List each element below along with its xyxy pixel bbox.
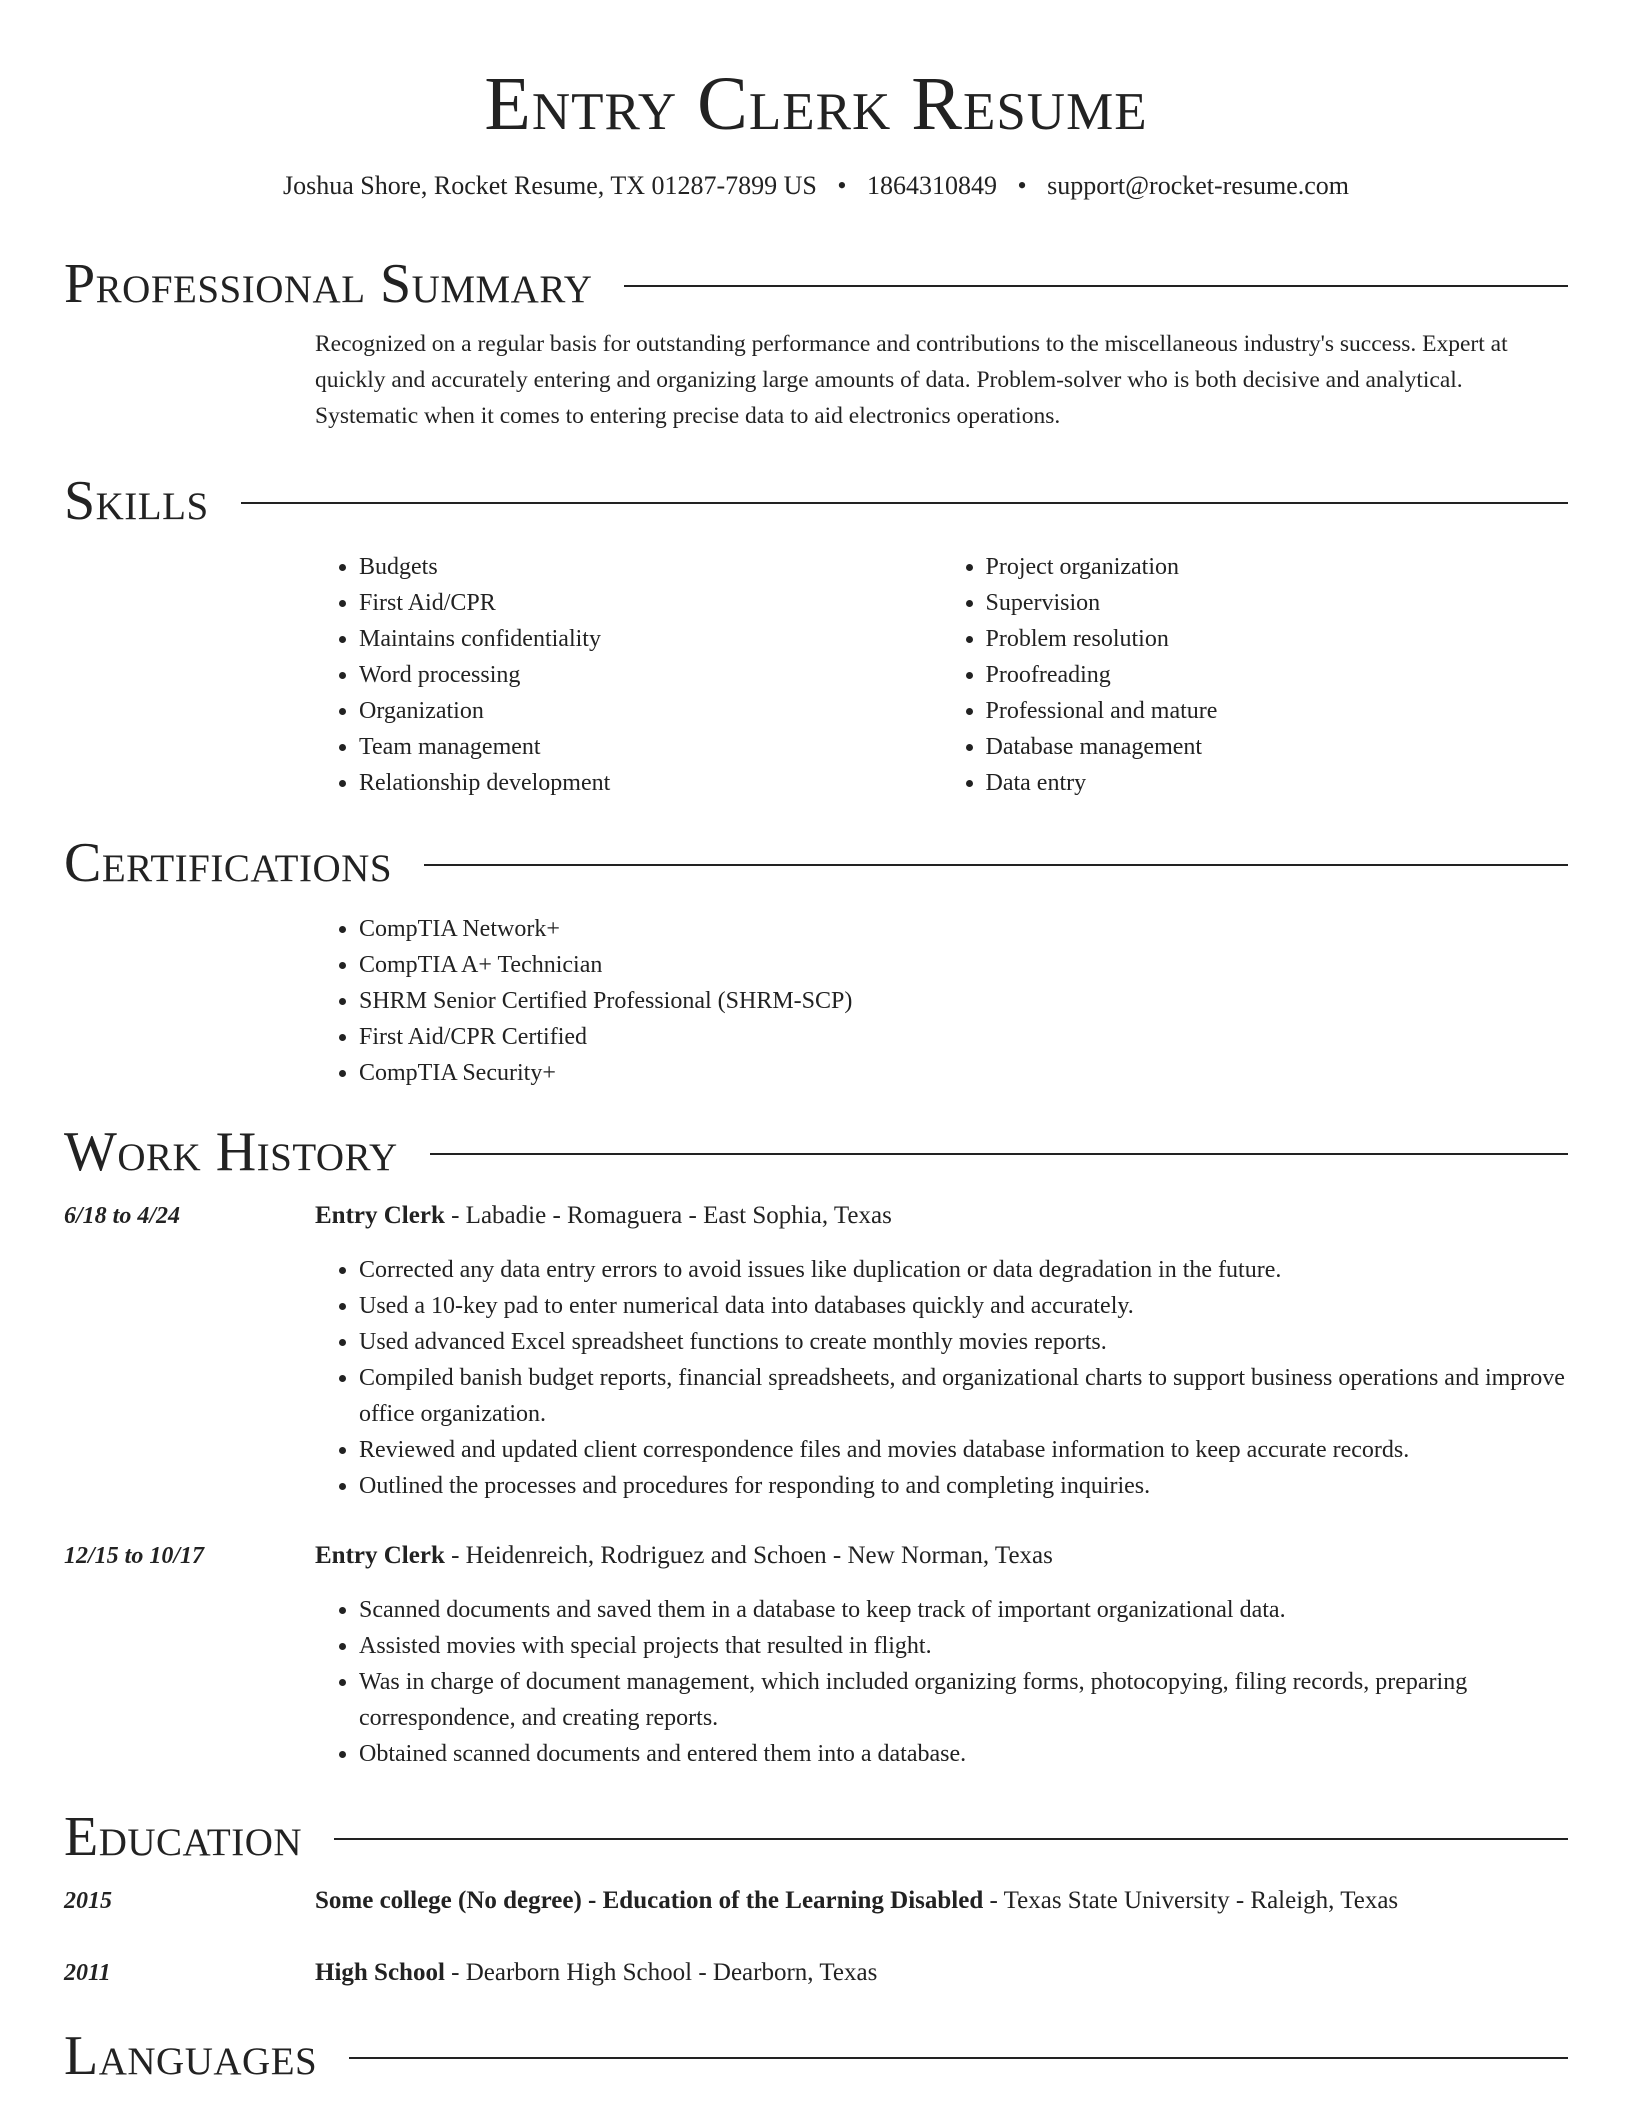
- skill-item: • Relationship development: [359, 765, 942, 801]
- job-duty: • Used a 10-key pad to enter numerical data into databases quickly and accurately.: [359, 1288, 1568, 1324]
- contact-line: [0, 168, 1632, 204]
- resume-title: Entry Clerk Resume: [484, 62, 1148, 146]
- skill-item: • Proofreading: [986, 657, 1569, 693]
- summary-heading: Professional Summary: [64, 253, 593, 315]
- job-duty: • Used advanced Excel spreadsheet functions to create monthly movies reports.: [359, 1324, 1568, 1360]
- skills-section: [64, 469, 1568, 801]
- summary-section: [64, 252, 1568, 434]
- job-duty: • Scanned documents and saved them in a database to keep track of important organizational data.: [359, 1592, 1568, 1628]
- job-date: 12/15 to 10/17: [64, 1543, 205, 1569]
- languages-header: [64, 2024, 1568, 2088]
- job-date: 6/18 to 4/24: [64, 1203, 181, 1229]
- certification-item: • SHRM Senior Certified Professional (SHRM-SCP): [359, 983, 1568, 1019]
- section-divider: [424, 864, 1568, 866]
- education-body: [315, 1955, 1568, 1991]
- contact-phone: 1864310849: [867, 171, 997, 200]
- skill-item: • Maintains confidentiality: [359, 621, 942, 657]
- certifications-body: [315, 911, 1568, 1091]
- skill-item: • Data entry: [986, 765, 1569, 801]
- skill-item: • Problem resolution: [986, 621, 1569, 657]
- job-duty: • Assisted movies with special projects that resulted in flight.: [359, 1628, 1568, 1664]
- skills-heading: Skills: [64, 470, 209, 532]
- education-section: [64, 1805, 1568, 1991]
- education-heading: Education: [64, 1806, 303, 1868]
- skill-item: • Organization: [359, 693, 942, 729]
- contact-address: Joshua Shore, Rocket Resume, TX 01287-7899 US: [282, 171, 817, 200]
- job-duties: [315, 1252, 1568, 1504]
- job-duty: • Corrected any data entry errors to avoid issues like duplication or data degradation in the future.: [359, 1252, 1568, 1288]
- summary-text: Recognized on a regular basis for outstanding performance and contributions to the miscellaneous industry's success. Expert at quickly and accurately entering and organizing large amounts of data. Problem-solver who is both decisive and analytical. Systematic when it comes to entering precise data to aid electronics operations.: [315, 331, 1508, 429]
- job-header: [315, 1198, 1568, 1234]
- job-employer: - Labadie - Romaguera - East Sophia, Texas: [444, 1202, 892, 1229]
- certification-item: • First Aid/CPR Certified: [359, 1019, 1568, 1055]
- certification-item: • CompTIA Security+: [359, 1055, 1568, 1091]
- education-degree: Some college (No degree) - Education of the Learning Disabled: [315, 1887, 984, 1914]
- job-duty: • Compiled banish budget reports, financial spreadsheets, and organizational charts to support business operations and improve office organization.: [359, 1360, 1568, 1432]
- skill-item: • Supervision: [986, 585, 1569, 621]
- job-entry: [64, 1538, 1568, 1772]
- education-header: [64, 1805, 1568, 1869]
- certifications-header: [64, 831, 1568, 895]
- skills-list-right: [942, 549, 1569, 801]
- skills-list-left: [315, 549, 942, 801]
- education-body: [315, 1883, 1568, 1919]
- summary-header: [64, 252, 1568, 316]
- education-date: 2015: [64, 1888, 112, 1914]
- education-school: - Texas State University - Raleigh, Texas: [983, 1887, 1399, 1914]
- skill-item: • Database management: [986, 729, 1569, 765]
- job-employer: - Heidenreich, Rodriguez and Schoen - New Norman, Texas: [444, 1542, 1053, 1569]
- job-body: [315, 1538, 1568, 1772]
- skill-item: • Professional and mature: [986, 693, 1569, 729]
- education-entry: [64, 1955, 1568, 1991]
- education-school: - Dearborn High School - Dearborn, Texas: [444, 1959, 878, 1986]
- languages-heading: Languages: [64, 2025, 318, 2087]
- education-date: 2011: [64, 1960, 111, 1986]
- section-divider: [430, 1153, 1568, 1155]
- certifications-section: [64, 831, 1568, 1091]
- skill-item: • Budgets: [359, 549, 942, 585]
- skill-item: • Team management: [359, 729, 942, 765]
- section-divider: [334, 1838, 1568, 1840]
- skills-header: [64, 469, 1568, 533]
- skill-item: • Word processing: [359, 657, 942, 693]
- certifications-heading: Certifications: [64, 832, 393, 894]
- summary-body: [315, 326, 1568, 434]
- job-title: Entry Clerk: [315, 1542, 445, 1569]
- work-history-section: [64, 1120, 1568, 1772]
- work-history-heading: Work History: [64, 1121, 398, 1183]
- contact-separator: •: [837, 171, 847, 200]
- skill-item: • First Aid/CPR: [359, 585, 942, 621]
- section-divider: [624, 285, 1568, 287]
- job-entry: [64, 1198, 1568, 1504]
- section-divider: [241, 502, 1568, 504]
- job-duty: • Outlined the processes and procedures for responding to and completing inquiries.: [359, 1468, 1568, 1504]
- work-history-header: [64, 1120, 1568, 1184]
- job-body: [315, 1198, 1568, 1504]
- job-duty: • Reviewed and updated client correspondence files and movies database information to keep accurate records.: [359, 1432, 1568, 1468]
- education-entry: [64, 1883, 1568, 1919]
- contact-separator: •: [1017, 171, 1027, 200]
- contact-email: support@rocket-resume.com: [1047, 171, 1350, 200]
- skills-body: [315, 549, 1568, 801]
- job-title: Entry Clerk: [315, 1202, 445, 1229]
- job-header: [315, 1538, 1568, 1574]
- job-duties: [315, 1592, 1568, 1772]
- job-duty: • Obtained scanned documents and entered them into a database.: [359, 1736, 1568, 1772]
- skill-item: • Project organization: [986, 549, 1569, 585]
- education-degree: High School: [315, 1959, 445, 1986]
- certification-item: • CompTIA Network+: [359, 911, 1568, 947]
- languages-section: [64, 2024, 1568, 2088]
- job-duty: • Was in charge of document management, which included organizing forms, photocopying, filing records, preparing correspondence, and creating reports.: [359, 1664, 1568, 1736]
- certification-item: • CompTIA A+ Technician: [359, 947, 1568, 983]
- section-divider: [349, 2057, 1568, 2059]
- certifications-list: [315, 911, 1568, 1091]
